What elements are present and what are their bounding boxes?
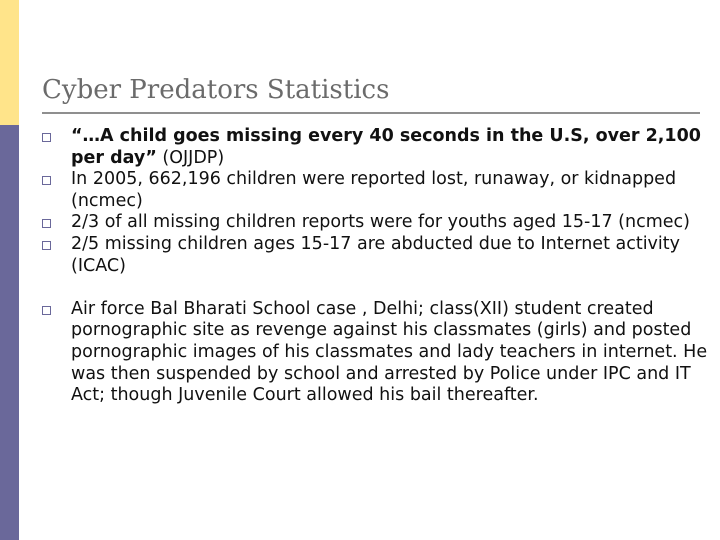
bullet-item (42, 126, 712, 169)
bullet-item (42, 234, 712, 277)
bullet-text: In 2005, 662,196 children were reported lost, runaway, or kidnapped (ncmec) (71, 169, 677, 211)
bullet-text: 2/5 missing children ages 15-17 are abducted due to Internet activity (ICAC) (71, 233, 680, 276)
bullet-item (42, 299, 712, 407)
bullet-item (42, 212, 712, 234)
square-bullet-icon (42, 176, 51, 185)
square-bullet-icon (42, 219, 51, 228)
bullet-text: 2/3 of all missing children reports were for youths aged 15-17 (ncmec) (71, 212, 690, 233)
square-bullet-icon (42, 133, 51, 142)
bullet-text: Air force Bal Bharati School case , Delhi; class(XII) student created pornographic site as revenge against his classmates (girls) and posted pornographic images of his classmates and lady teachers in internet. He was then suspended by school and arrested by Police under IPC and IT Act; though Juvenile Court allowed his bail thereafter. (71, 298, 708, 406)
title-divider (42, 112, 700, 114)
accent-bar-top (0, 0, 19, 125)
accent-bar-bottom (0, 125, 19, 540)
bullet-source: (OJJDP) (156, 147, 225, 168)
square-bullet-icon (42, 306, 51, 315)
square-bullet-icon (42, 241, 51, 250)
bullet-list (42, 126, 712, 407)
bullet-item (42, 169, 712, 212)
bullet-quote: “…A child goes missing every 40 seconds in the U.S, over 2,100 per day” (71, 126, 701, 168)
slide-title: Cyber Predators Statistics (42, 75, 390, 105)
